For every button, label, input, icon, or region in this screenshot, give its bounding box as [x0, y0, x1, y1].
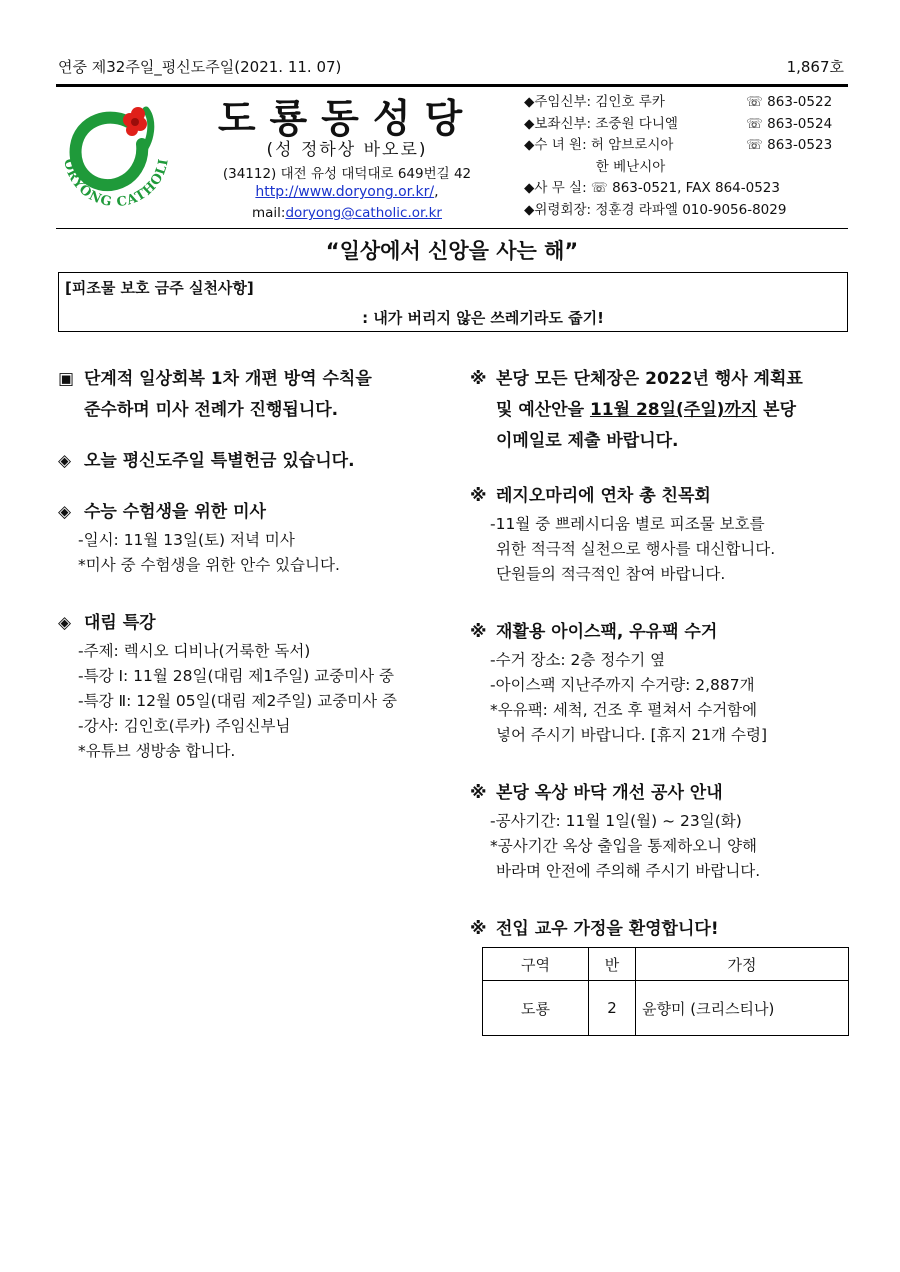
website-link[interactable]: http://www.doryong.or.kr/	[255, 184, 435, 200]
plan-line-3: 이메일로 제출 바랍니다.	[496, 431, 679, 451]
legio-line: -11월 중 쁘레시디움 별로 피조물 보호를	[490, 515, 765, 533]
rooftop-line: *공사기간 옥상 출입을 통제하오니 양해	[490, 837, 758, 855]
rose-icon	[123, 107, 147, 136]
staff-memorial: ◆위령회장: 정훈경 라파엘 010-9056-8029	[524, 201, 787, 218]
table-header-cell: 반	[589, 948, 636, 981]
collection-text: 오늘 평신도주일 특별헌금 있습니다.	[84, 451, 355, 471]
welcome-title: 전입 교우 가정을 환영합니다!	[496, 919, 719, 939]
church-patron: (성 정하상 바오로)	[266, 140, 428, 160]
staff-row	[524, 92, 854, 114]
staff-contacts	[524, 92, 854, 221]
staff-phone: ☏ 863-0524	[746, 115, 833, 132]
advent-line: -특강 Ⅰ: 11월 28일(대림 제1주일) 교중미사 중	[78, 667, 394, 685]
recycle-line: *우유팩: 세척, 건조 후 펼쳐서 수거함에	[490, 701, 758, 719]
advent-line: -특강 Ⅱ: 12월 05일(대림 제2주일) 교중미사 중	[78, 692, 398, 710]
table-header-cell: 가정	[636, 948, 849, 981]
exam-mass-title: 수능 수험생을 위한 미사	[84, 502, 266, 522]
reference-mark-icon: ※	[470, 919, 487, 939]
staff-name: ◆수 녀 원: 허 암브로시아	[524, 137, 674, 153]
staff-row	[524, 135, 854, 157]
mail-link[interactable]: doryong@catholic.or.kr	[285, 205, 442, 221]
header-bottom-divider	[56, 228, 848, 229]
exam-mass-line: *미사 중 수험생을 위한 안수 있습니다.	[78, 556, 340, 574]
advent-line: *유튜브 생방송 합니다.	[78, 742, 236, 760]
svg-text:DORYONG CATHOLIC: ORYONG CATHOLI	[60, 157, 172, 211]
staff-row	[524, 114, 854, 136]
diamond-bullet-icon: ◈	[58, 613, 72, 633]
plan-line-1: 본당 모든 단체장은 2022년 행사 계획표	[496, 369, 803, 389]
reference-mark-icon: ※	[470, 622, 487, 642]
table-cell: 2	[589, 981, 636, 1036]
staff-phone: ☏ 863-0522	[746, 94, 833, 110]
right-column	[470, 364, 854, 1036]
rooftop-title: 본당 옥상 바닥 개선 공사 안내	[496, 783, 723, 803]
plan-line-2-post: 본당	[757, 400, 797, 420]
covid-line-2: 준수하며 미사 전례가 진행됩니다.	[84, 400, 339, 420]
welcome-notice	[470, 914, 854, 1036]
table-cell: 윤향미 (크리스티나)	[636, 981, 849, 1036]
staff-row	[524, 178, 854, 200]
church-logo	[50, 92, 180, 222]
advent-lecture-notice	[58, 608, 458, 764]
legio-line: 위한 적극적 실천으로 행사를 대신합니다.	[496, 540, 776, 558]
diamond-bullet-icon: ◈	[58, 502, 72, 522]
church-name: 도룡동성당	[217, 97, 477, 142]
staff-row	[524, 200, 854, 222]
mail-line	[196, 205, 498, 221]
year-slogan: “일상에서 신앙을 사는 해”	[325, 239, 579, 263]
creation-care-text: : 내가 버리지 않은 쓰레기라도 줍기!	[362, 309, 604, 327]
issue-info: 연중 제32주일_평신도주일(2021. 11. 07)	[58, 58, 342, 76]
website-suffix: ,	[434, 184, 439, 200]
issue-number: 1,867호	[786, 58, 844, 76]
staff-office: ◆사 무 실: ☏ 863-0521, FAX 864-0523	[524, 180, 780, 196]
recycle-notice	[470, 617, 854, 748]
left-column	[58, 364, 458, 764]
plan-notice	[470, 364, 854, 457]
staff-row	[524, 157, 854, 179]
legio-title: 레지오마리에 연차 총 친목회	[496, 486, 711, 506]
table-header-cell: 구역	[483, 948, 589, 981]
recycle-title: 재활용 아이스팩, 우유팩 수거	[496, 622, 718, 642]
mail-label: mail:	[252, 205, 286, 221]
diamond-bullet-icon: ◈	[58, 451, 72, 471]
creation-care-box	[58, 272, 848, 332]
recycle-line: 넣어 주시기 바랍니다. [휴지 21개 수령]	[496, 726, 768, 744]
exam-mass-line: -일시: 11월 13일(토) 저녁 미사	[78, 531, 295, 549]
reference-mark-icon: ※	[470, 486, 487, 506]
staff-name: ◆보좌신부: 조중원 다니엘	[524, 115, 678, 132]
church-address: (34112) 대전 유성 대덕대로 649번길 42	[222, 166, 472, 182]
square-bullet-icon: ▣	[58, 369, 75, 389]
covid-notice	[58, 364, 458, 426]
creation-care-title: [피조물 보호 금주 실천사항]	[65, 279, 254, 297]
logo-emblem-icon	[50, 92, 180, 222]
legio-notice	[470, 481, 854, 587]
recycle-line: -수거 장소: 2층 정수기 옆	[490, 651, 666, 669]
plan-line-2-pre: 및 예산안을	[496, 400, 590, 420]
table-row	[483, 981, 849, 1036]
recycle-line: -아이스팩 지난주까지 수거량: 2,887개	[490, 676, 755, 694]
staff-phone	[746, 157, 854, 179]
rooftop-line: -공사기간: 11월 1일(월) ~ 23일(화)	[490, 812, 742, 830]
table-cell: 도룡	[483, 981, 589, 1036]
table-header-row	[483, 948, 849, 981]
covid-line-1: 단계적 일상회복 1차 개편 방역 수칙을	[84, 369, 372, 389]
rooftop-notice	[470, 778, 854, 884]
advent-title: 대림 특강	[84, 613, 156, 633]
staff-name: 한 베난시아	[524, 158, 666, 175]
reference-mark-icon: ※	[470, 369, 487, 389]
legio-line: 단원들의 적극적인 참여 바랍니다.	[496, 565, 726, 583]
collection-notice	[58, 446, 458, 477]
advent-line: -주제: 렉시오 디비나(거룩한 독서)	[78, 642, 311, 660]
rooftop-line: 바라며 안전에 주의해 주시기 바랍니다.	[496, 862, 761, 880]
plan-deadline: 11월 28일(주일)까지	[589, 400, 758, 420]
header-divider	[56, 84, 848, 87]
advent-line: -강사: 김인호(루카) 주임신부님	[78, 717, 291, 735]
exam-mass-notice	[58, 497, 458, 578]
website-line	[196, 184, 498, 200]
staff-phone: ☏ 863-0523	[746, 137, 833, 153]
new-family-table	[482, 947, 849, 1036]
staff-name: ◆주임신부: 김인호 루카	[524, 94, 665, 110]
reference-mark-icon: ※	[470, 783, 487, 803]
